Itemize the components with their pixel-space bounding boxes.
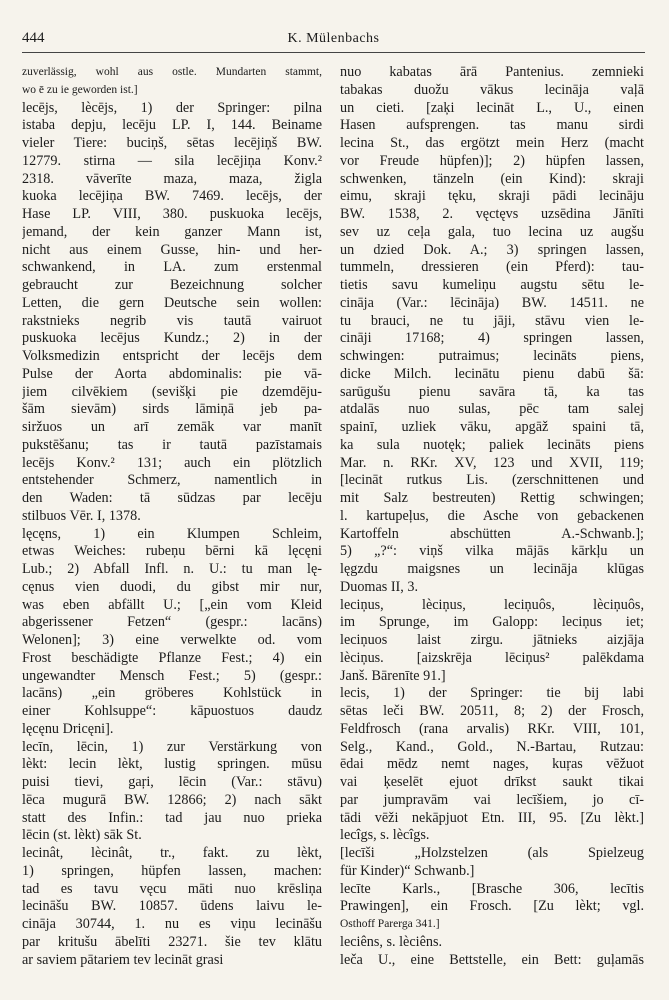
text-line: lęgzdu maigsnes un lecināja klūgas (340, 561, 644, 577)
text-line: was eben abfällt U.; [„ein vom Kleid (22, 596, 322, 613)
text-line: lecējs, lècējs, 1) der Springer: pilna (22, 99, 322, 116)
text-line: statt des Infin.: tad jau nuo prieka (22, 809, 322, 826)
text-line: 12779. stirna — sila lecējiņa Konv.² (22, 152, 322, 169)
text-line: abgerissener Fetzen“ (gespr.: lacāns) (22, 614, 322, 631)
text-line: lecinât, lècinât, tr., fakt. zu lèkt, (22, 845, 322, 861)
text-line: sarūgušu pienu savāra tā, ka tas (340, 383, 644, 400)
text-line: Letten, die gern Deutsche sein wollen: (22, 294, 322, 311)
text-line: schwingen: putraimus; lecināts piens, (340, 348, 644, 364)
text-line: Prawingen], ein Frosch. [Zu lèkt; vgl. (340, 898, 644, 915)
text-line: tietis savu kumeliņu augstu sētu le- (340, 277, 644, 293)
text-line: l. kartupeļus, die Asche von gebackenen (340, 507, 644, 524)
page-header (22, 30, 645, 53)
text-line: 2318. vāverīte maza, maza, žigla (22, 170, 322, 187)
text-line: für Kinder)“ Schwanb.] (340, 862, 475, 879)
text-line: lēca mugurā BW. 12866; 2) nach sākt (22, 791, 322, 808)
text-line: lecināšu BW. 10857. ūdens laivu le- (22, 898, 322, 915)
text-line: Frost beschädigte Pflanze Fest.; 4) ein (22, 649, 322, 666)
page-number: 444 (22, 30, 45, 46)
text-line: eimu, skraji tęku, skraji pādi lecināju (340, 188, 644, 205)
text-line: Hase LP. VIII, 380. puskuoka lecējs, (22, 206, 322, 222)
text-line: Volksmedizin entspricht der lecējs dem (22, 348, 322, 364)
text-line: tabakas duožu vākus lecināja vaļā (340, 81, 644, 98)
text-line: ungewandter Mensch Fest.; 5) (gespr.: (22, 667, 322, 684)
text-line: vor Freude hüpfen)]; 2) hüpfen lassen, (340, 152, 644, 169)
text-line: lèkt: lecin lèkt, lustig springen. mūsu (22, 756, 322, 773)
text-line: un dzied Dok. A.; 3) springen lassen, (340, 241, 644, 258)
text-line: siržuos un arī zemāk var manīt (22, 419, 322, 435)
text-line: vai ķeselēt ejuot drīkst saukt tikai (340, 774, 644, 790)
text-line: den Waden: tā sūdzas par lecēju (22, 490, 322, 506)
text-line: lacāns) „ein gröberes Kohlstück in (22, 685, 322, 702)
text-line: Janš. Bārenīte 91.] (340, 667, 446, 684)
running-head: K. Mülenbachs (287, 31, 380, 46)
text-line: vieler Tiere: buciņš, sētas lecējiņš BW. (22, 135, 322, 151)
text-line: lèciņus. [aizskrēja lēciņus² palēkdama (340, 649, 644, 666)
text-line: un cieti. [zaķi lecināt L., U., einen (340, 99, 644, 116)
text-line: cināji 17168; 4) springen lassen, (340, 330, 644, 347)
text-line: zuverlässig, wohl aus ostle. Mundarten stammt, (22, 66, 322, 78)
text-line: 1) springen, hüpfen lassen, machen: (22, 862, 322, 879)
text-line: lēcin (st. lèkt) sāk St. (22, 827, 142, 844)
text-line: istaba depju, lecēju LP. I, 144. Beiname (22, 117, 322, 134)
text-line: BW. 1538, 2. vęctęvs uzsēdina Jānīti (340, 206, 644, 222)
left-column (22, 64, 322, 984)
text-line: lecējs Konv.² 131; auch ein plötzlich (22, 454, 322, 471)
text-line: kuoka lecējiņa BW. 7469. lecējs, der (22, 188, 322, 205)
text-line: gebraucht zur Bezeichnung solcher (22, 277, 322, 293)
text-line: einer Kohlsuppe“: kāpuostuos daudz (22, 703, 322, 719)
text-line: [lecīši „Holzstelzen (als Spielzeug (340, 845, 644, 861)
text-line: cęnus vien duodi, du gibst mir nur, (22, 578, 322, 595)
text-line: stilbuos Vēr. I, 1378. (22, 507, 141, 524)
text-line: lecina St., das ergötzt mein Herz (macht (340, 135, 644, 151)
text-line: tad es tavu vęcu māti nuo krēsliņa (22, 880, 322, 897)
text-line: sētas leči BW. 20511, 8; 2) der Frosch, (340, 703, 644, 719)
text-line: Kartoffeln abschütten A.-Schwanb.]; (340, 525, 644, 542)
text-line: Mar. n. RKr. XV, 123 und XVII, 119; (340, 454, 644, 471)
text-line: tummeln, dressieren (ein Pferd): tau- (340, 259, 644, 276)
text-line: lecīte Karls., [Brasche 306, lecītis (340, 880, 644, 897)
text-line: lecīn, lēcin, 1) zur Verstärkung von (22, 738, 322, 755)
text-line: ar saviem pātariem tev lecināt grasi (22, 951, 224, 968)
text-line: mit Salz bestreuten) Rettig schwingen; (340, 490, 644, 506)
text-line: wo ē zu ie geworden ist.] (22, 83, 138, 96)
text-line: cināja 30744, 1. nu es viņu lecināšu (22, 916, 322, 932)
text-line: nuo kabatas ārā Pantenius. zemnieki (340, 64, 644, 80)
text-line: lecis, 1) der Springer: tie bij labi (340, 685, 644, 702)
text-line: Pulse der Aorta abdominalis: pie vā- (22, 365, 322, 382)
text-line: leciņus, lèciņus, leciņuôs, lèciņuôs, (340, 596, 644, 613)
text-line: Hasen aufsprengen. tas manu sirdi (340, 117, 644, 134)
text-line: lęcęns, 1) ein Klumpen Schleim, (22, 525, 322, 542)
text-line: im Sprunge, im Galopp: leciņus iet; (340, 614, 644, 631)
text-line: pukstēšanu; tas ir tautā pazīstamais (22, 436, 322, 453)
text-line: ka sula nuotęk; paliek lecināts piens (340, 436, 644, 453)
text-line: Lub.; 2) Abfall Infl. n. U.: tu man lę- (22, 561, 322, 577)
text-line: tu brauci, ne tu jāji, stāvu vien le- (340, 312, 644, 329)
text-line: spainī, uzliek vāku, apgāž spaini tā, (340, 419, 644, 435)
text-line: jiem cilvēkiem (sevišķi pie dzemdēju- (22, 383, 322, 400)
text-line: jemand, der kein ganzer Mann ist, (22, 223, 322, 240)
text-line: Selg., Kand., Gold., N.-Bartau, Rutzau: (340, 738, 644, 755)
text-line: schwankend, in LA. zum erstenmal (22, 259, 322, 276)
text-line: [lecināt rutkus Lis. (zerschnittenen und (340, 472, 644, 489)
text-line: cināja (Var.: lēcināja) BW. 14511. ne (340, 294, 644, 311)
text-line: leciņuos laist zirgu. jātnieks aizjāja (340, 632, 644, 648)
right-column (340, 64, 644, 984)
text-line: par jumpravām vai lecīšiem, jo cī- (340, 791, 644, 808)
text-line: dicke Milch. lecinātu pienu dabū šā: (340, 365, 644, 382)
text-line: Duomas II, 3. (340, 578, 419, 595)
text-line: nicht aus einem Gusse, hin- und her- (22, 241, 322, 258)
text-line: sev uz ceļa gala, tuo lecina uz augšu (340, 223, 644, 240)
text-line: puisi tievi, gaŗi, lēcin (Var.: stāvu) (22, 774, 322, 790)
text-line: entstehender Schmerz, namentlich in (22, 472, 322, 489)
text-line: šām sievām) sirds lāmiņā jeb pa- (22, 401, 322, 418)
text-line: atdalās nuo sulas, pēc tam salej (340, 401, 644, 418)
text-line: rakstnieks negrib vis tautā vairuot (22, 312, 322, 329)
text-line: etwas Weiches: rubeņu bērni kā lęcęni (22, 543, 322, 560)
text-line: ēdai mēdz nemt nages, kuŗas vēžuot (340, 756, 644, 773)
text-line: leča U., eine Bettstelle, ein Bett: guļamās (340, 951, 644, 968)
text-line: Feldfrosch (rana arvalis) RKr. VIII, 101, (340, 720, 644, 737)
text-line: par kritušu ābelīti 23271. šie tev klātu (22, 933, 322, 950)
text-line: Osthoff Parerga 341.] (340, 918, 440, 930)
text-line: lecîgs, s. lècîgs. (340, 827, 430, 844)
text-line: Welonen]; 3) eine verwelkte od. vom (22, 632, 322, 648)
text-line: puskuoka lecējus Kundz.; 2) in der (22, 330, 322, 347)
text-line: leciêns, s. lèciêns. (340, 933, 443, 950)
text-line: schwenken, tänzeln (ein Kind): skraji (340, 170, 644, 187)
text-line: 5) „?“: viņš vilka mājās kārkļu un (340, 543, 644, 560)
text-line: tādi vēži nekāpjuot Etn. III, 95. [Zu lèkt.] (340, 809, 644, 826)
text-line: lęcęnu Dricęni]. (22, 720, 114, 737)
